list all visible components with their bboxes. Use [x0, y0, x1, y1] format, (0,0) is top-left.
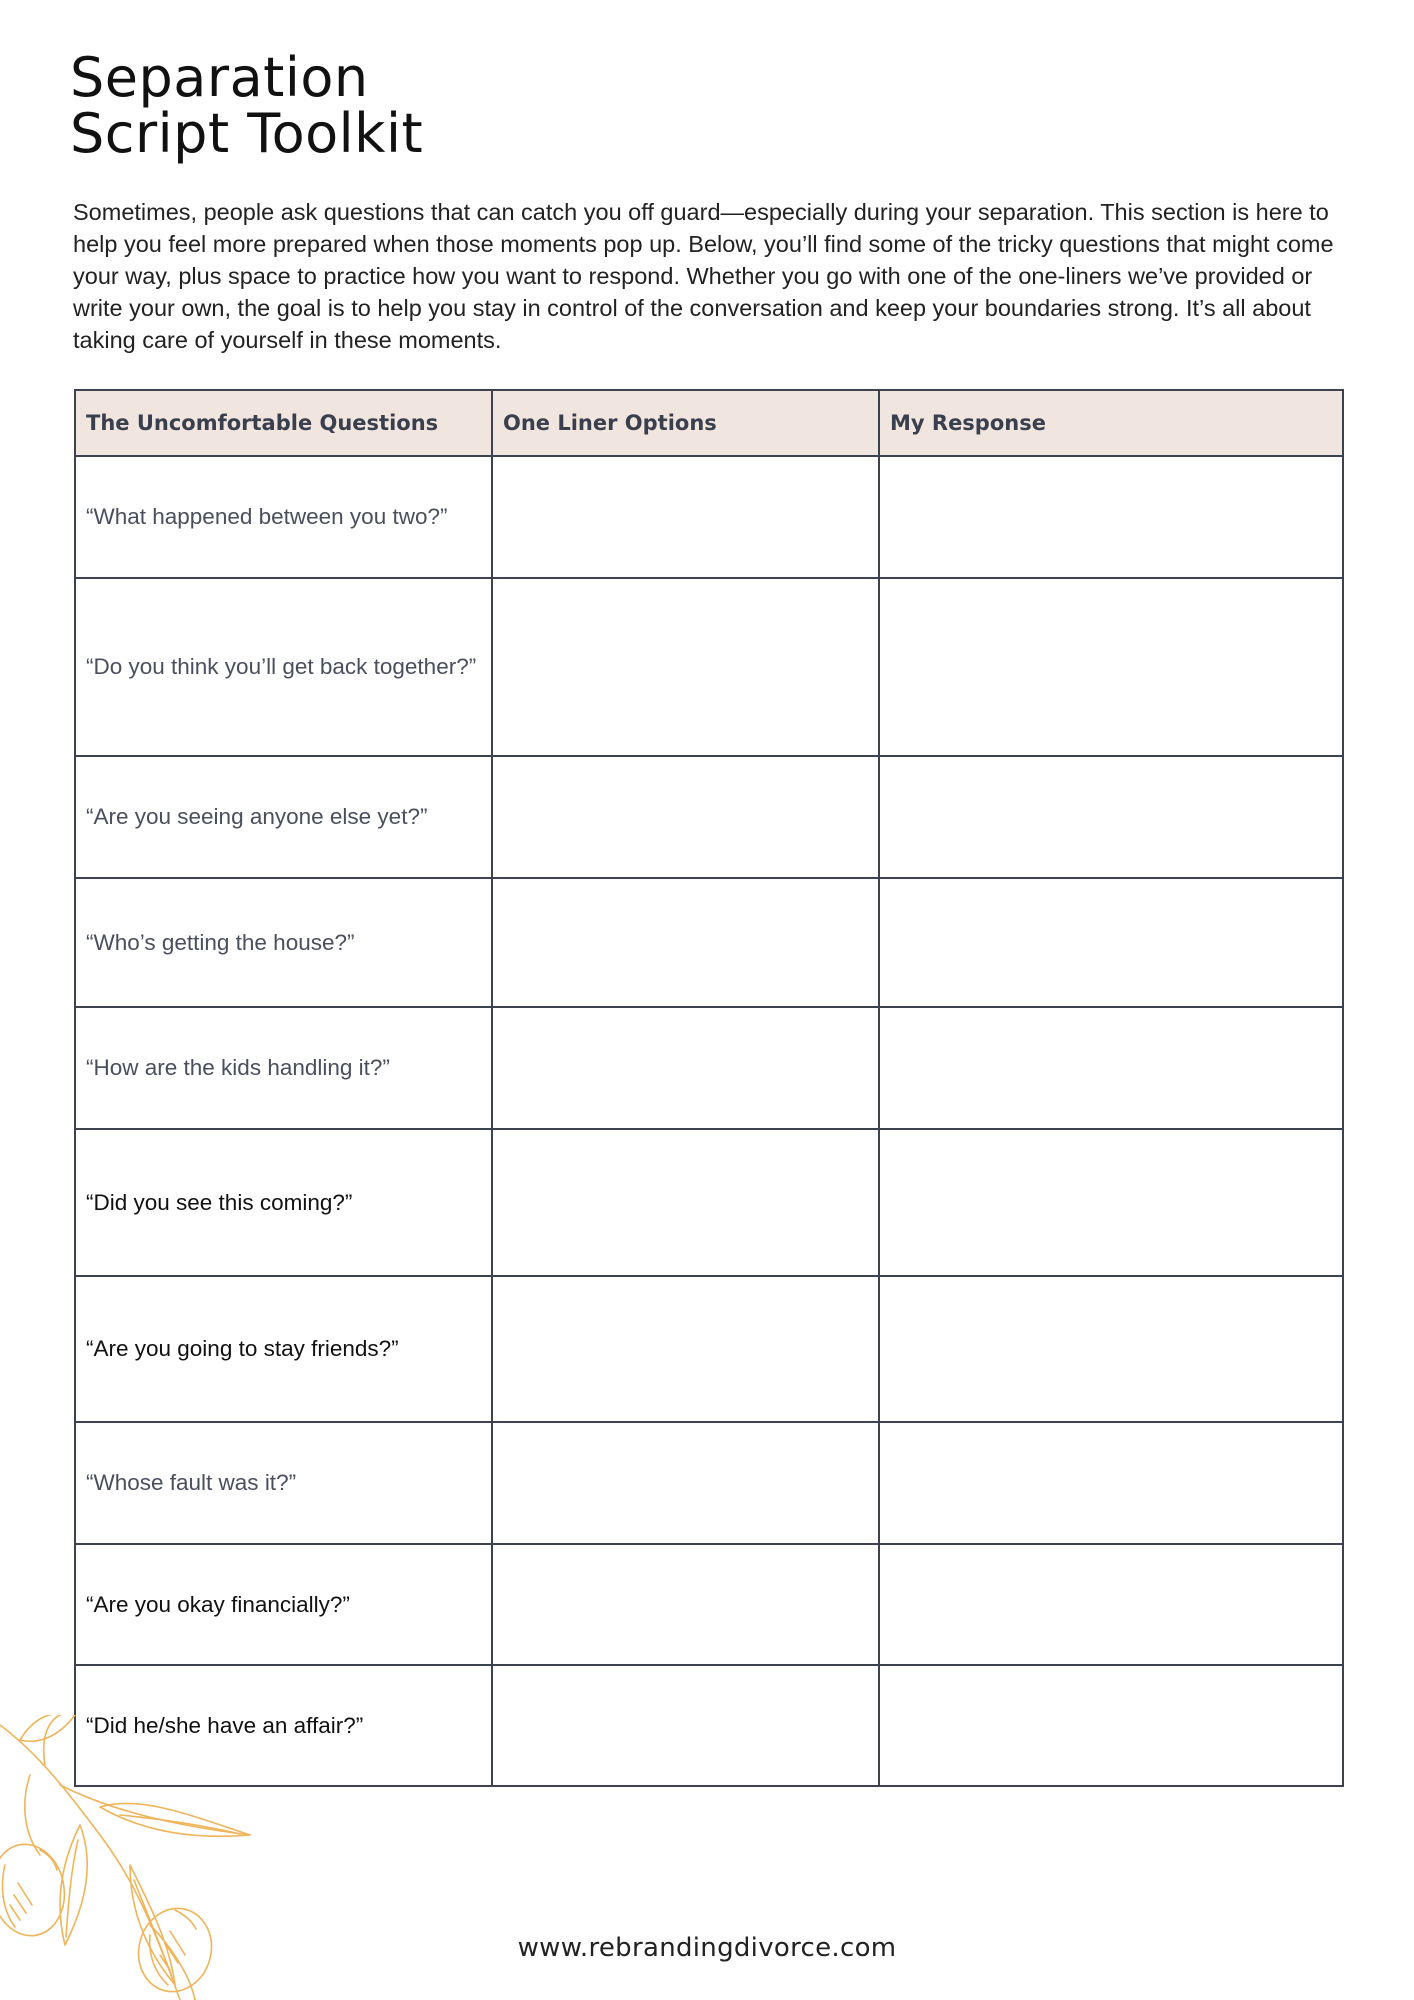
question-cell: “Do you think you’ll get back together?”	[75, 578, 492, 756]
question-cell: “Are you seeing anyone else yet?”	[75, 756, 492, 878]
one-liner-cell[interactable]	[492, 1665, 879, 1786]
my-response-cell[interactable]	[879, 1422, 1343, 1544]
table-row	[75, 1276, 1343, 1422]
my-response-cell[interactable]	[879, 578, 1343, 756]
table-row	[75, 1422, 1343, 1544]
page-title	[70, 46, 424, 165]
header-one-liners: One Liner Options	[492, 390, 879, 456]
script-worksheet-table	[74, 389, 1344, 1787]
my-response-cell[interactable]	[879, 1665, 1343, 1786]
one-liner-cell[interactable]	[492, 1007, 879, 1129]
one-liner-cell[interactable]	[492, 1422, 879, 1544]
intro-paragraph: Sometimes, people ask questions that can catch you off guard—especially during your separation. This section is here to help you feel more prepared when those moments pop up. Below, you’ll find some of the tricky questions that might come your way, plus space to practice how you want to respond. Whether you go with one of the one-liners we’ve provided or write your own, the goal is to help you stay in control of the conversation and keep your boundaries strong. It’s all about taking care of yourself in these moments.	[73, 199, 1334, 353]
question-cell: “What happened between you two?”	[75, 456, 492, 578]
table-row	[75, 1129, 1343, 1276]
my-response-cell[interactable]	[879, 1544, 1343, 1665]
one-liner-cell[interactable]	[492, 456, 879, 578]
table-row	[75, 878, 1343, 1007]
table-row	[75, 456, 1343, 578]
question-cell: “Are you okay financially?”	[75, 1544, 492, 1665]
one-liner-cell[interactable]	[492, 1544, 879, 1665]
one-liner-cell[interactable]	[492, 1129, 879, 1276]
header-my-response: My Response	[879, 390, 1343, 456]
my-response-cell[interactable]	[879, 878, 1343, 1007]
my-response-cell[interactable]	[879, 456, 1343, 578]
my-response-cell[interactable]	[879, 1276, 1343, 1422]
footer-website-url: www.rebrandingdivorce.com	[517, 1933, 897, 1963]
one-liner-cell[interactable]	[492, 878, 879, 1007]
one-liner-cell[interactable]	[492, 578, 879, 756]
question-cell: “Whose fault was it?”	[75, 1422, 492, 1544]
table-row	[75, 1544, 1343, 1665]
table-row	[75, 1007, 1343, 1129]
my-response-cell[interactable]	[879, 1007, 1343, 1129]
my-response-cell[interactable]	[879, 1129, 1343, 1276]
question-cell: “How are the kids handling it?”	[75, 1007, 492, 1129]
header-questions: The Uncomfortable Questions	[75, 390, 492, 456]
question-cell: “Did you see this coming?”	[75, 1129, 492, 1276]
table-row	[75, 756, 1343, 878]
table-row	[75, 1665, 1343, 1786]
question-cell: “Who’s getting the house?”	[75, 878, 492, 1007]
my-response-cell[interactable]	[879, 756, 1343, 878]
one-liner-cell[interactable]	[492, 1276, 879, 1422]
one-liner-cell[interactable]	[492, 756, 879, 878]
question-cell: “Did he/she have an affair?”	[75, 1665, 492, 1786]
table-header-row	[75, 390, 1343, 456]
question-cell: “Are you going to stay friends?”	[75, 1276, 492, 1422]
table-row	[75, 578, 1343, 756]
page-title-line-1: Separation	[70, 46, 369, 109]
page-title-line-2: Script Toolkit	[70, 102, 424, 165]
